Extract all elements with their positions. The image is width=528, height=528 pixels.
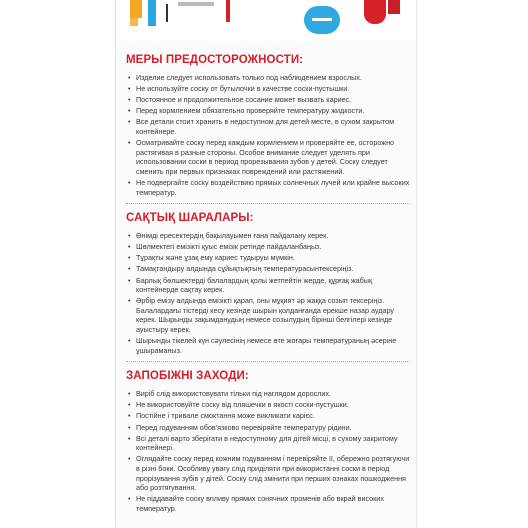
section-title-kz: САҚТЫҚ ШАРАЛАРЫ: [126, 212, 254, 225]
section-ru [126, 54, 410, 197]
list-item: • Шырынды тікелей күн сәулесінің немесе өте жоғары температураның әсеріне ұшыраманыз. [126, 336, 410, 355]
list-item: • Әрбір емізу алдында емізікті қарап, оны мұқият әр жаққа созып тексеріңіз. Балалардағы тістерді кесу кезінде шырын қолданғанда ерекше назар аудару керек. Шырынды зақымданудың немесе созылудың бірінші белгілері кезінде ауыстыру керек. [126, 296, 410, 334]
list-item: • Оглядайте соску перед кожним годуванням і перевіряйте її, обережно розтягуючи в різні боки. Особливу увагу слід приділяти при використанні соски в період прорізування зубів у дітей. Соску слід змінити при перших ознаках пошкодження або розтягування. [126, 454, 410, 492]
list-item: • Өнімді ересектердің бақылауымен ғана пайдалану керек. [126, 231, 410, 241]
section-title-ru: МЕРЫ ПРЕДОСТОРОЖНОСТИ: [126, 54, 304, 66]
list-item: • Не піддавайте соску впливу прямих сонячних променів або вкрай високих температур. [126, 494, 410, 513]
list-item: • Шөлмектегі емізікті қуыс емізік ретінде пайдаланбаңыз. [126, 242, 410, 252]
list-item: • Виріб слід використовувати тільки під наглядом дорослих. [126, 389, 410, 399]
warning-list-ua [126, 389, 410, 513]
grey-line-graphic [178, 2, 214, 6]
list-item: • Не подвергайте соску воздействию прямых солнечных лучей или крайне высоких температур. [126, 178, 410, 197]
warnings-content [126, 46, 410, 519]
section-title-ua: ЗАПОБІЖНІ ЗАХОДИ: [126, 370, 249, 383]
list-item: • Постоянное и продолжительное сосание может вызвать кариес. [126, 95, 410, 105]
blue-badge-graphic [304, 6, 340, 34]
list-item: • Постійне і тривале смоктання може викликати карієс. [126, 411, 410, 421]
section-ua [126, 370, 410, 513]
list-item: • Барлық бөлшектерді балалардың қолы жетпейтін жерде, құрғақ жабық контейнерде сақтау керек. [126, 276, 410, 295]
list-item: • Все детали стоит хранить в недоступном для детей месте, в сухом закрытом контейнере. [126, 117, 410, 136]
brand-logo-fragment [364, 0, 386, 24]
section-divider [126, 361, 410, 362]
orange-graphic-small [130, 18, 138, 26]
list-item: • Перед годуванням обов'язково перевіряйте температуру рідини. [126, 423, 410, 433]
warning-list-kz [126, 231, 410, 355]
red-line-graphic [226, 0, 230, 22]
warning-list-ru [126, 73, 410, 197]
package-top-graphics [116, 0, 416, 42]
list-item: • Перед кормлением обязательно проверяйте температуру жидкости. [126, 106, 410, 116]
list-item: • Тамақтандыру алдында сұйықтықтың температурасынтексеріңіз. [126, 264, 410, 274]
list-item: • Не используйте соску от бутылочки в качестве соски-пустышки. [126, 84, 410, 94]
dark-line-graphic [166, 4, 168, 22]
list-item: • Всі деталі варто зберігати в недоступному для дітей місці, в сухому закритому контейнері. [126, 434, 410, 453]
blue-graphic [148, 0, 156, 26]
list-item: • Тұрақты және ұзақ ему кариес тудыруы мүмкін. [126, 253, 410, 263]
package-side-panel [116, 0, 416, 528]
brand-logo-fragment-small [388, 0, 400, 14]
list-item: • Изделие следует использовать только под наблюдением взрослых. [126, 73, 410, 83]
list-item: • Осматривайте соску перед каждым кормлением и проверяйте ее, осторожно растягивая в разные стороны. Особое внимание следует уделять при использовании соски в период прорезывания зубов у детей. Соску следует сменить при первых признаках повреждений или растяжений. [126, 138, 410, 176]
section-divider [126, 203, 410, 204]
list-item: • Не використовуйте соску від пляшечки в якості соски-пустушки. [126, 400, 410, 410]
orange-graphic [130, 0, 142, 18]
section-kz [126, 212, 410, 355]
